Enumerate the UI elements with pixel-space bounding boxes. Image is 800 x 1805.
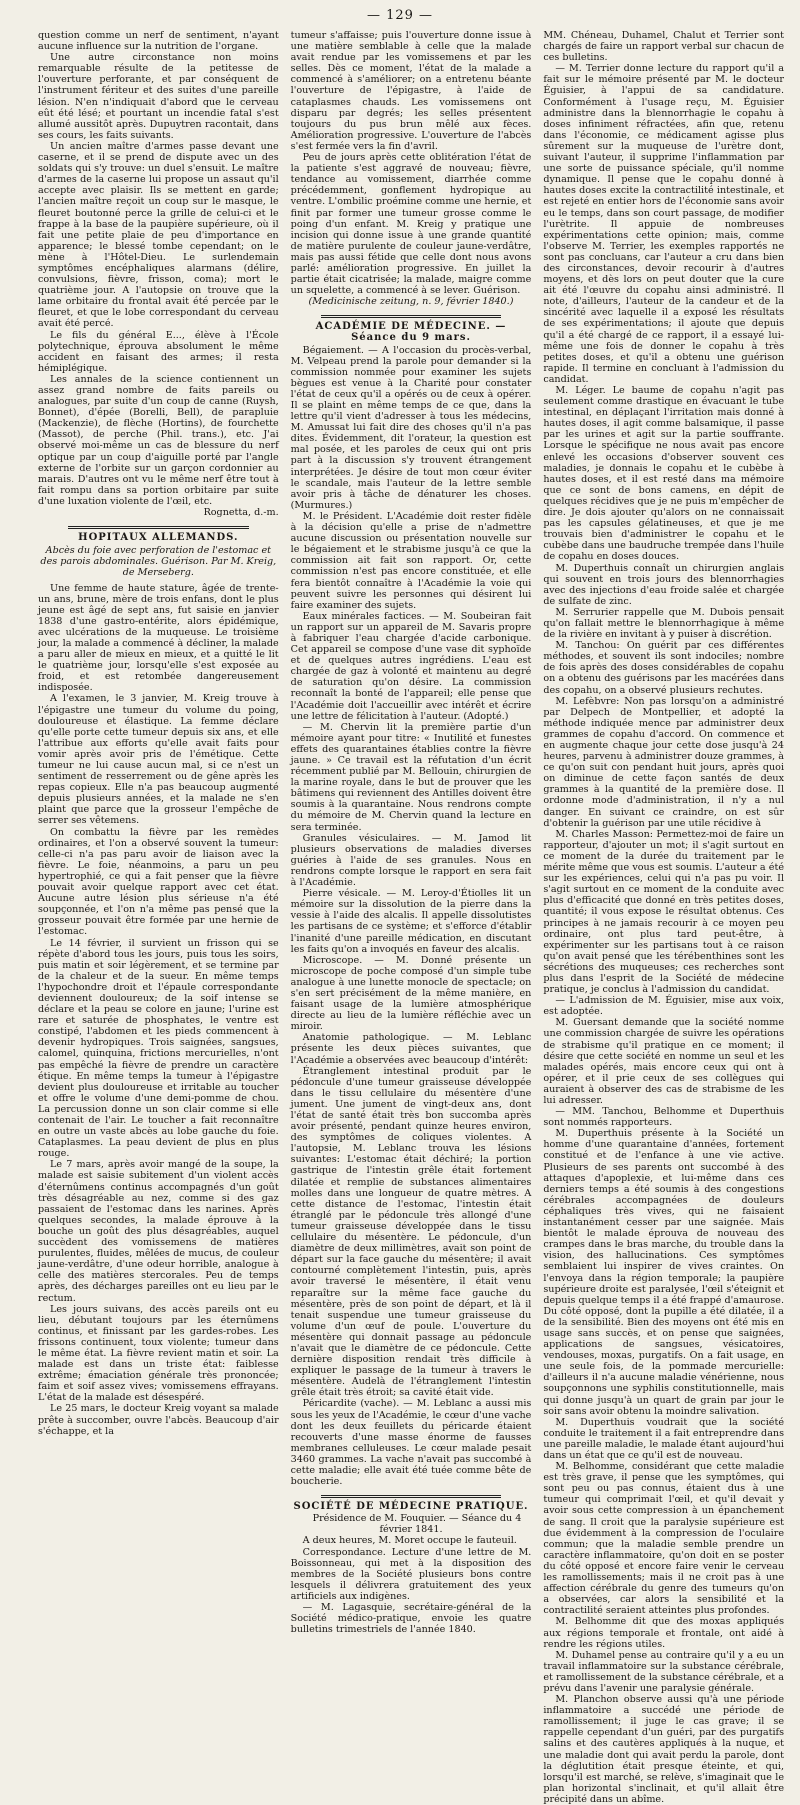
paragraph: A deux heures, M. Moret occupe le fauteuil. xyxy=(302,1535,517,1547)
page-columns xyxy=(38,30,785,1805)
paragraph: Peu de jours après cette oblitération l'état de la patiente s'est aggravé de nouveau; fièvre, tendance au vomissement, diarrhée comme précédemment, gonflement hydropique au ventre. L'ombilic proémine comme une hernie, et finit par former une tumeur grosse comme le poing d'un enfant. M. Kreig y pratique une incision qui donne issue à une grande quantité de matière purulente de couleur jaune-verdâtre, mais pas aussi fétide que celle dont nous avons parlé: amélioration progressive. En juillet la partie était cicatrisée; la malade, maigre comme un squelette, a commencé à se lever. Guérison. xyxy=(290,152,532,297)
paragraph: Une femme de haute stature, âgée de trente-un ans, brune, mère de trois enfans, dont le plus jeune est âgé de sept ans, fut saisie en janvier 1838 d'une gastro-entérite, alors épidémique, avec ulcérations de la muqueuse. Le troisième jour, la malade a commencé à décliner, la malade a paru aller de mieux en mieux, et a quitté le lit le quatrième jour, lorsqu'elle s'est exposée au froid, et est retombée dangereusement indisposée. xyxy=(38,582,279,694)
paragraph: Anatomie pathologique. — M. Leblanc présente les deux pièces suivantes, que l'Académie a observées avec beaucoup d'intérêt: xyxy=(290,1032,532,1066)
paragraph: — MM. Tanchou, Belhomme et Duperthuis sont nommés rapporteurs. xyxy=(543,1106,785,1129)
paragraph: — L'admission de M. Éguisier, mise aux voix, est adoptée. xyxy=(543,995,785,1018)
paragraph: M. Duperthuis présente à la Société un homme d'une quarantaine d'années, fortement constitué et de l'enfance à une vie active. Plusieurs de ses parents ont succombé à des attaques d'apoplexie, et lui-même dans ces derniers temps a été soumis à des congestions cérébrales accompagnées de douleurs céphaliques très vives, qui ne faisaient instantanément cesser par une saignée. Mais bientôt le malade éprouva de nouveau des crampes dans le bras marche, du trouble dans la vision, des hallucinations. Ces symptômes semblaient lui inspirer de vives craintes. On l'envoya dans la région temporale; la paupière supérieure droite est paralysée, l'œil s'éteignit et depuis quelque temps il a été frappé d'amaurose. Du côté opposé, dont la pupille a été dilatée, il a de la sensibilité. Bien des moyens ont été mis en usage sans succès, et on pense que saignées, applications de sangsues, vésicatoires, vendouses, moxas, purgatifs. On a fait usage, en une seule fois, de la pommade mercurielle: d'ailleurs il n'a aucune maladie vénérienne, nous soupçonnons une syphilis constitutionnelle, mais qui donne jusqu'à un quart de grain par jour le soir sans avoir obtenu la moindre salivation. xyxy=(543,1128,785,1417)
paragraph: Présidence de M. Fouquier. — Séance du 4 février 1841. xyxy=(312,1513,522,1536)
paragraph: Les annales de la science contiennent un assez grand nombre de faits pareils ou analogues, par suite d'un coup de canne (Ruysh, Bonnet), d'épée (Borelli, Bell), de parapluie (Mackenzie), de flèche (Hortins), de fourchette (Massot), de perche (Phil. trans.), etc. J'ai observé moi-même un cas de blessure du nerf optique par un coup d'aiguille porté par l'angle externe de l'orbite sur un garçon cordonnier au marais. D'autres ont vu le même nerf être tout à fait rompu dans sa portion orbitaire par suite d'une luxation violente de l'œil, etc. xyxy=(38,373,279,507)
paragraph: A l'examen, le 3 janvier, M. Kreig trouve à l'épigastre une tumeur du volume du poing, douloureuse et élastique. La femme déclare qu'elle porte cette tumeur depuis six ans, et elle l'attribue aux efforts qu'elle avait faits pour vomir après avoir pris de l'émétique. Cette tumeur ne lui cause aucun mal, si ce n'est un sentiment de resserrement ou de gêne après les repas copieux. Elle n'a pas beaucoup augmenté depuis plusieurs années, et la malade ne s'en plaint que parce que la grosseur l'empêche de serrer ses vêtemens. xyxy=(38,693,279,827)
paragraph: M. le Président. L'Académie doit rester fidèle à la décision qu'elle a prise de n'admettre aucune discussion ou présentation nouvelle sur le bégaiement et le strabisme jusqu'à ce que la commission ait fait son rapport. Or, cette commission n'est pas encore constituée, et elle fera bientôt connaître à l'Académie la voie qui peuvent suivre les personnes qui désirent lui faire examiner des sujets. xyxy=(290,510,532,611)
paragraph: Les jours suivans, des accès pareils ont eu lieu, débutant toujours par les éternûmens continus, et finissant par les gardes-robes. Les frissons continuent, toux violente; tumeur dans le même état. La fièvre revient matin et soir. La malade est dans un triste état: faiblesse extrême; émaciation générale très prononcée; faim et soif assez vives; vomissemens effrayans. L'état de la malade est désespéré. xyxy=(38,1303,279,1404)
paragraph: Une autre circonstance non moins remarquable résulte de la petitesse de l'ouverture perforante, et par conséquent de l'instrument fériteur et des suites d'une pareille lésion. N'en n'indiquait d'abord que le cerveau eût été lésé; et pourtant un incendie fatal s'est allumé aussitôt après. Dupuytren racontait, dans ses cours, les faits suivants. xyxy=(38,52,279,141)
paragraph: M. Serrurier rappelle que M. Dubois pensait qu'on fallait mettre le blennorrhagique à même de la rivière en invitant à y puiser à discrétion. xyxy=(543,606,785,641)
article-source: (Medicinische zeitung, n. 9, février 1840.) xyxy=(308,296,514,308)
paragraph: M. Duhamel pense au contraire qu'il y a eu un travail inflammatoire sur la substance cérébrale, et ramollissement de la substance cérébrale, et a prévu dans l'avenir une paralysie générale. xyxy=(543,1649,785,1694)
paragraph: Le 7 mars, après avoir mangé de la soupe, la malade est saisie subitement d'un violent accès d'éternûmens continus accompagnés d'un goût très désagréable au nez, comme si des gaz passaient de l'estomac dans les narines. Après quelques secondes, la malade éprouve à la bouche un goût des plus désagréables, auquel succèdent des vomissemens de matières purulentes, fluides, mêlées de mucus, de couleur jaune-verdâtre, d'une odeur horrible, analogue à celle des matières stercorales. Peu de temps après, des décharges pareilles ont eu lieu par le rectum. xyxy=(38,1159,279,1304)
section-divider xyxy=(321,315,502,318)
paragraph: Granules vésiculaires. — M. Jamod lit plusieurs observations de maladies diverses guéries à l'aide de ses granules. Nous en rendrons compte lorsque le rapport en sera fait à l'Académie. xyxy=(290,832,532,889)
page-number: — 129 — xyxy=(366,8,434,23)
paragraph: Le 25 mars, le docteur Kreig voyant sa malade prête à succomber, ouvre l'abcès. Beaucoup d'air s'échappe, et la xyxy=(38,1403,279,1437)
column-2 xyxy=(290,30,532,1636)
paragraph: Bégaiement. — A l'occasion du procès-verbal, M. Velpeau prend la parole pour demander si la commission nommée pour examiner les sujets bègues est venue à la Charité pour constater l'état de ceux qu'il a opérés ou de ceux à opérer. Il se plaint en même temps de ce que, dans la lettre qu'il vient d'adresser à tous les médecins, M. Amussat lui fait dire des choses qu'il n'a pas dites. Évidemment, dit l'orateur, la question est mal posée, et les paroles de ceux qui ont pris part à la discussion s'y trouvent étrangement interprétées. Je désire de tout mon cœur éviter le scandale, mais l'auteur de la lettre semble avoir pris à tâche de dénaturer les choses. (Murmures.) xyxy=(290,344,532,511)
paragraph: M. Duperthuis connaît un chirurgien anglais qui souvent en trois jours des blennorrhagies avec des injections d'eau froide salée et chargée de sulfate de zinc. xyxy=(543,562,785,607)
paragraph: Étranglement intestinal produit par le pédoncule d'une tumeur graisseuse développée dans le tissu cellulaire du mésentère d'une jument. Une jument de vingt-deux ans, dont l'état de santé était très bon succomba après avoir présenté, pendant quinze heures environ, des symptômes de coliques violentes. A l'autopsie, M. Leblanc trouva les lésions suivantes: L'estomac était déchiré; la portion gastrique de l'intestin grêle était fortement dilatée et remplie de substances alimentaires molles dans une longueur de quatre mètres. A cette distance de l'estomac, l'intestin était étranglé par le pédoncule très allongé d'une tumeur graisseuse développée dans le tissu cellulaire du mésentère. Le pédoncule, d'un diamètre de deux millimètres, avait son point de départ sur la face gauche du mésentère; il avait contourné complètement l'intestin, puis, après avoir traversé le mésentère, il était venu reparaître sur la même face gauche du mésentère, près de son point de départ, et là il tenait suspendue une tumeur graisseuse du volume d'un œuf de poule. L'ouverture du mésentère qui donnait passage au pédoncule n'avait que le diamètre de ce pédoncule. Cette dernière disposition rendait très difficile à expliquer le passage de la tumeur à travers le mésentère. Audelà de l'étranglement l'intestin grêle était très étroit; sa cavité était vide. xyxy=(290,1065,532,1399)
paragraph: M. Léger. Le baume de copahu n'agit pas seulement comme drastique en évacuant le tube intestinal, en déplaçant l'irritation mais donné à hautes doses, il agit comme balsamique, il passe par les urines et agit sur la partie souffrante. Lorsque le spécifique ne nous avait pas encore enlevé les occasions d'observer souvent ces maladies, je donnais le copahu et le cubèbe à hautes doses, et il est resté dans ma mémoire que ce sont de bons camens, en dépit de quelques récidives que je ne puis m'empêcher de dire. Je dois ajouter qu'alors on ne connaissait pas les capsules gélatineuses, et que je me trouvais bien d'administrer le copahu et le cubèbe dans une baudruche trempée dans l'huile de copahu en doses douces. xyxy=(543,385,785,563)
paragraph: M. Lefèbvre: Non pas lorsqu'on a administré par Delpech de Montpellier, et adopté la méthode indiquée mence par administrer deux grammes de copahu d'accord. On commence et en augmente chaque jour cette dose jusqu'à 24 heures, parvenu à administrer douze grammes, à ce qu'on suit con pendant huit jours, après quoi on diminue de cette façon santés de deux grammes à la quantité de la première dose. Il ordonne mode d'administration, il n'y a nul danger. En suivant ce craindre, on est sûr d'obtenir la guérison par une utile récidive à xyxy=(543,695,785,829)
paragraph: Microscope. — M. Donné présente un microscope de poche composé d'un simple tube analogue à une lunette monocle de spectacle; on s'en sert précisément de la même manière, en faisant usage de la lumière atmosphérique directe au lieu de la lumière réfléchie avec un miroir. xyxy=(290,954,532,1033)
paragraph: M. Charles Masson: Permettez-moi de faire un rapporteur, d'ajouter un mot; il s'agit surtout en ce moment de la durée du traitement par le mérite même que vous est soumis. L'auteur a été sur les expériences, celui qui n'a pas pu voir. Il s'agit surtout en ce moment de la conduite avec plus d'efficacité que donné en très petites doses, quantité; il vous expose le résultat obtenus. Ces principes à ne jamais recourir à ce moyen peu ordinaire, ont plus tard peut-être, à expérimenter sur les partisans tout à ce raison qu'on avait pensé que les térébenthines sont les sécrétions des muqueuses; ces recherches sont plus dans l'esprit de la Société de médecine pratique, je conclus à l'admission du candidat. xyxy=(543,828,785,996)
paragraph: M. Planchon observe aussi qu'à une période inflammatoire a succédé une période de ramollissement; il juge le cas grave; il se rappelle cependant d'un guéri, par des purgatifs salins et des cautères appliqués à la nuque, et une maladie dont qui avait perdu la parole, dont la déglutition était presque éteinte, et qui, lorsqu'il est marché, se relève, s'imaginait que le plan horizontal s'inclinait, et qu'il allait être précipité dans un abîme. xyxy=(543,1694,785,1805)
section-title-societe: SOCIÉTÉ DE MÉDECINE PRATIQUE. xyxy=(293,1501,529,1513)
section-divider xyxy=(68,526,249,529)
section-title-academie: ACADÉMIE DE MÉDECINE. — Séance du 9 mars. xyxy=(315,321,507,344)
paragraph: question comme un nerf de sentiment, n'ayant aucune influence sur la nutrition de l'organe. xyxy=(38,30,279,53)
paragraph: M. Guersant demande que la société nomme une commission chargée de suivre les opérations de strabisme qu'il pratique en ce moment; il désire que cette société en nomme un seul et les malades opérés, mais encore ceux qui ont à opérer, et il prie ceux de ses collègues qui auraient à observer des cas de strabisme de les lui adresser. xyxy=(543,1017,785,1106)
column-1 xyxy=(38,30,279,1437)
paragraph: Pierre vésicale. — M. Leroy-d'Étiolles lit un mémoire sur la dissolution de la pierre dans la vessie à l'aide des alcalis. Il appelle dissolutistes les partisans de ce système; et s'efforce d'établir l'inanité d'une pareille médication, en discutant les faits qu'on a invoqués en faveur des alcalis. xyxy=(290,888,532,955)
column-3 xyxy=(543,30,785,1805)
paragraph: — M. Chervin lit la première partie d'un mémoire ayant pour titre: « Inutilité et funestes effets des quarantaines établies contre la fièvre jaune. » Ce travail est la réfutation d'un écrit récemment publié par M. Bellouin, chirurgien de la marine royale, dans le but de prouver que les bâtimens qui reviennent des Antilles doivent être soumis à la quarantaine. Nous rendrons compte du mémoire de M. Chervin quand la lecture en sera terminée. xyxy=(290,721,532,833)
paragraph: M. Belhomme dit que des moxas appliqués aux régions temporale et frontale, ont aidé à rendre les régions utiles. xyxy=(543,1616,785,1650)
section-title-hopitaux: HOPITAUX ALLEMANDS. xyxy=(78,532,239,544)
author-signature: Rognetta, d.-m. xyxy=(203,507,279,519)
paragraph: tumeur s'affaisse; puis l'ouverture donne issue à une matière semblable à celle que la malade avait rendue par les vomissemens et par les selles. Dès ce moment, l'état de la malade a commencé à s'améliorer; on a entretenu béante l'ouverture de l'épigastre, à l'aide de cataplasmes chauds. Les vomissemens ont disparu par degrés; les selles présentent toujours du pus brun mêlé aux fèces. Amélioration progressive. L'ouverture de l'abcès s'est fermée vers la fin d'avril. xyxy=(290,30,532,152)
paragraph: Péricardite (vache). — M. Leblanc a aussi mis sous les yeux de l'Académie, le cœur d'une vache dont les deux feuillets du péricarde étaient recouverts d'une masse énorme de fausses membranes celluleuses. Le cœur malade pesait 3460 grammes. La vache n'avait pas succombé à cette maladie; elle avait été tuée comme bête de boucherie. xyxy=(290,1398,532,1488)
paragraph: Le fils du général E..., élève à l'École polytechnique, éprouva absolument le même accident en faisant des armes; il resta hémiplégique. xyxy=(38,329,279,374)
paragraph: M. Duperthuis voudrait que la société conduite le traitement il a fait entreprendre dans une pareille maladie, le malade étant aujourd'hui dans un état que ce qu'il est de nouveau. xyxy=(543,1416,785,1461)
paragraph: — M. Terrier donne lecture du rapport qu'il a fait sur le mémoire présenté par M. le docteur Éguisier, à l'appui de sa candidature. Conformément à l'usage reçu, M. Éguisier administre dans la blennorrhagie le copahu à doses infiniment réfractées, afin que, retenu dans l'économie, ce médicament agisse plus sûrement sur la muqueuse de l'urètre dont, suivant l'auteur, il supprime l'inflammation par une sorte de puissance spéciale, qu'il nomme dynamique. Il pense que le copahu donné à hautes doses excite la contractilité intestinale, et est rejeté en entier hors de l'économie sans avoir eu le temps, dans son court passage, de modifier l'urètrite. Il appuie de nombreuses expérimentations cette opinion; mais, comme l'observe M. Terrier, les exemples rapportés ne sont pas concluans, car l'auteur a cru dans bien des circonstances, devoir recourir à d'autres moyens, et dès lors on peut douter que la cure ait été l'œuvre du copahu ainsi administré. Il note, d'ailleurs, l'auteur de la candeur et de la sincérité avec laquelle il a exposé les résultats de ses expérimentations; il ajoute que depuis qu'il a été chargé de ce rapport, il a essayé lui-même une fois de donner le copahu à très petites doses, et qu'il a obtenu une guérison rapide. Il termine en concluant à l'admission du candidat. xyxy=(543,63,785,385)
paragraph: M. Belhomme, considérant que cette maladie est très grave, il pense que les symptômes, qui sont peu ou pas connus, étaient dus à une tumeur qui comprimait l'œil, et qu'il devait y avoir sous cette compression à un épanchement de sang. Il croit que la paralysie supérieure est due évidemment à la compression de l'oculaire commun; que la maladie semble prendre un caractère inflammatoire, qu'on doit en se poster du côté opposé et encore faire venir le cerveau les ramollissements; mais il ne croit pas à une affection cérébrale du genre des tumeurs qu'on a observées, car alors la sensibilité et la contractilité seraient atteintes plus profondes. xyxy=(543,1461,785,1617)
paragraph: MM. Chéneau, Duhamel, Chalut et Terrier sont chargés de faire un rapport verbal sur chacun de ces bulletins. xyxy=(543,30,785,64)
paragraph: Le 14 février, il survient un frisson qui se répète d'abord tous les jours, puis tous les soirs, puis matin et soir légèrement, et se termine par de la chaleur et de la sueur. En même temps l'hypochondre droit et l'épaule correspondante deviennent douloureux; de la soif intense se déclare et la peau se colore en jaune; l'urine est rare et saturée de phosphates, le ventre est constipé, l'abdomen et les pieds commencent à devenir hydropiques. Trois saignées, sangsues, calomel, quinquina, frictions mercurielles, n'ont pas empêché la fièvre de prendre un caractère étique. En même temps la tumeur à l'épigastre devient plus douloureuse et irritable au toucher et offre le volume d'une demi-pomme de chou. La percussion donne un son clair comme si elle contenait de l'air. Le toucher a fait reconnaître en outre un vaste abcès au lobe gauche du foie. Cataplasmes. La peau devient de plus en plus rouge. xyxy=(38,937,279,1160)
paragraph: Correspondance. Lecture d'une lettre de M. Boissonneau, qui met à la disposition des membres de la Société plusieurs bons contre lesquels il délivrera gratuitement des yeux artificiels aux indigènes. xyxy=(290,1546,532,1602)
article-subtitle: Abcès du foie avec perforation de l'estomac et des parois abdominales. Guérison. Par M. Kreig, de Merseberg. xyxy=(40,545,277,579)
paragraph: On combattu la fièvre par les remèdes ordinaires, et l'on a observé souvent la tumeur: celle-ci n'a pas paru avoir de liaison avec la fièvre. Le foie, néanmoins, a paru un peu hypertrophié, ce qui a fait penser que la fièvre pouvait avoir quelque rapport avec cet état. Aucune autre lésion plus sérieuse n'a été soupçonnée, et l'on n'a même pas pensé que la grosseur pouvait être formée par une hernie de l'estomac. xyxy=(38,826,279,938)
paragraph: Un ancien maître d'armes passe devant une caserne, et il se prend de dispute avec un des soldats qui s'y trouve: un duel s'ensuit. Le maître d'armes de la caserne lui propose un assaut qu'il accepte avec plaisir. Ils se mettent en garde; l'ancien maître reçoit un coup sur le masque, le fleuret boutonné perce la grille de celui-ci et le frappe à la base de la paupière supérieure, où il fait une petite plaie de peu d'importance en apparence; le blessé tombe cependant; on le mène à l'Hôtel-Dieu. Le surlendemain symptômes encéphaliques alarmans (délire, convulsions, fièvre, frisson, coma); mort le quatrième jour. A l'autopsie on trouve que la lame orbitaire du frontal avait été percée par le fleuret, et que le lobe correspondant du cerveau avait été percé. xyxy=(38,140,279,330)
paragraph: — M. Lagasquie, secrétaire-général de la Société médico-pratique, envoie les quatre bulletins trimestriels de l'année 1840. xyxy=(290,1602,532,1636)
section-divider xyxy=(321,1495,502,1498)
paragraph: M. Tanchou: On guérit par ces différentes méthodes, et souvent ils sont indociles; nombre de fois après des doses considérables de copahu on a obtenu des guérisons par les macérées dans des copahu, on a observé plusieurs rechutes. xyxy=(543,640,785,696)
paragraph: Eaux minérales factices. — M. Soubeiran fait un rapport sur un appareil de M. Savaris propre à fabriquer l'eau chargée d'acide carbonique. Cet appareil se compose d'une vase dit syphoïde et de quelques autres ingrédiens. L'eau est chargée de gaz à volonté et maintenu au degré de saturation qu'on désire. La commission reconnaît la bonté de l'appareil; elle pense que l'Académie doit l'accueillir avec intérêt et écrire une lettre de félicitation à l'auteur. (Adopté.) xyxy=(290,610,532,722)
